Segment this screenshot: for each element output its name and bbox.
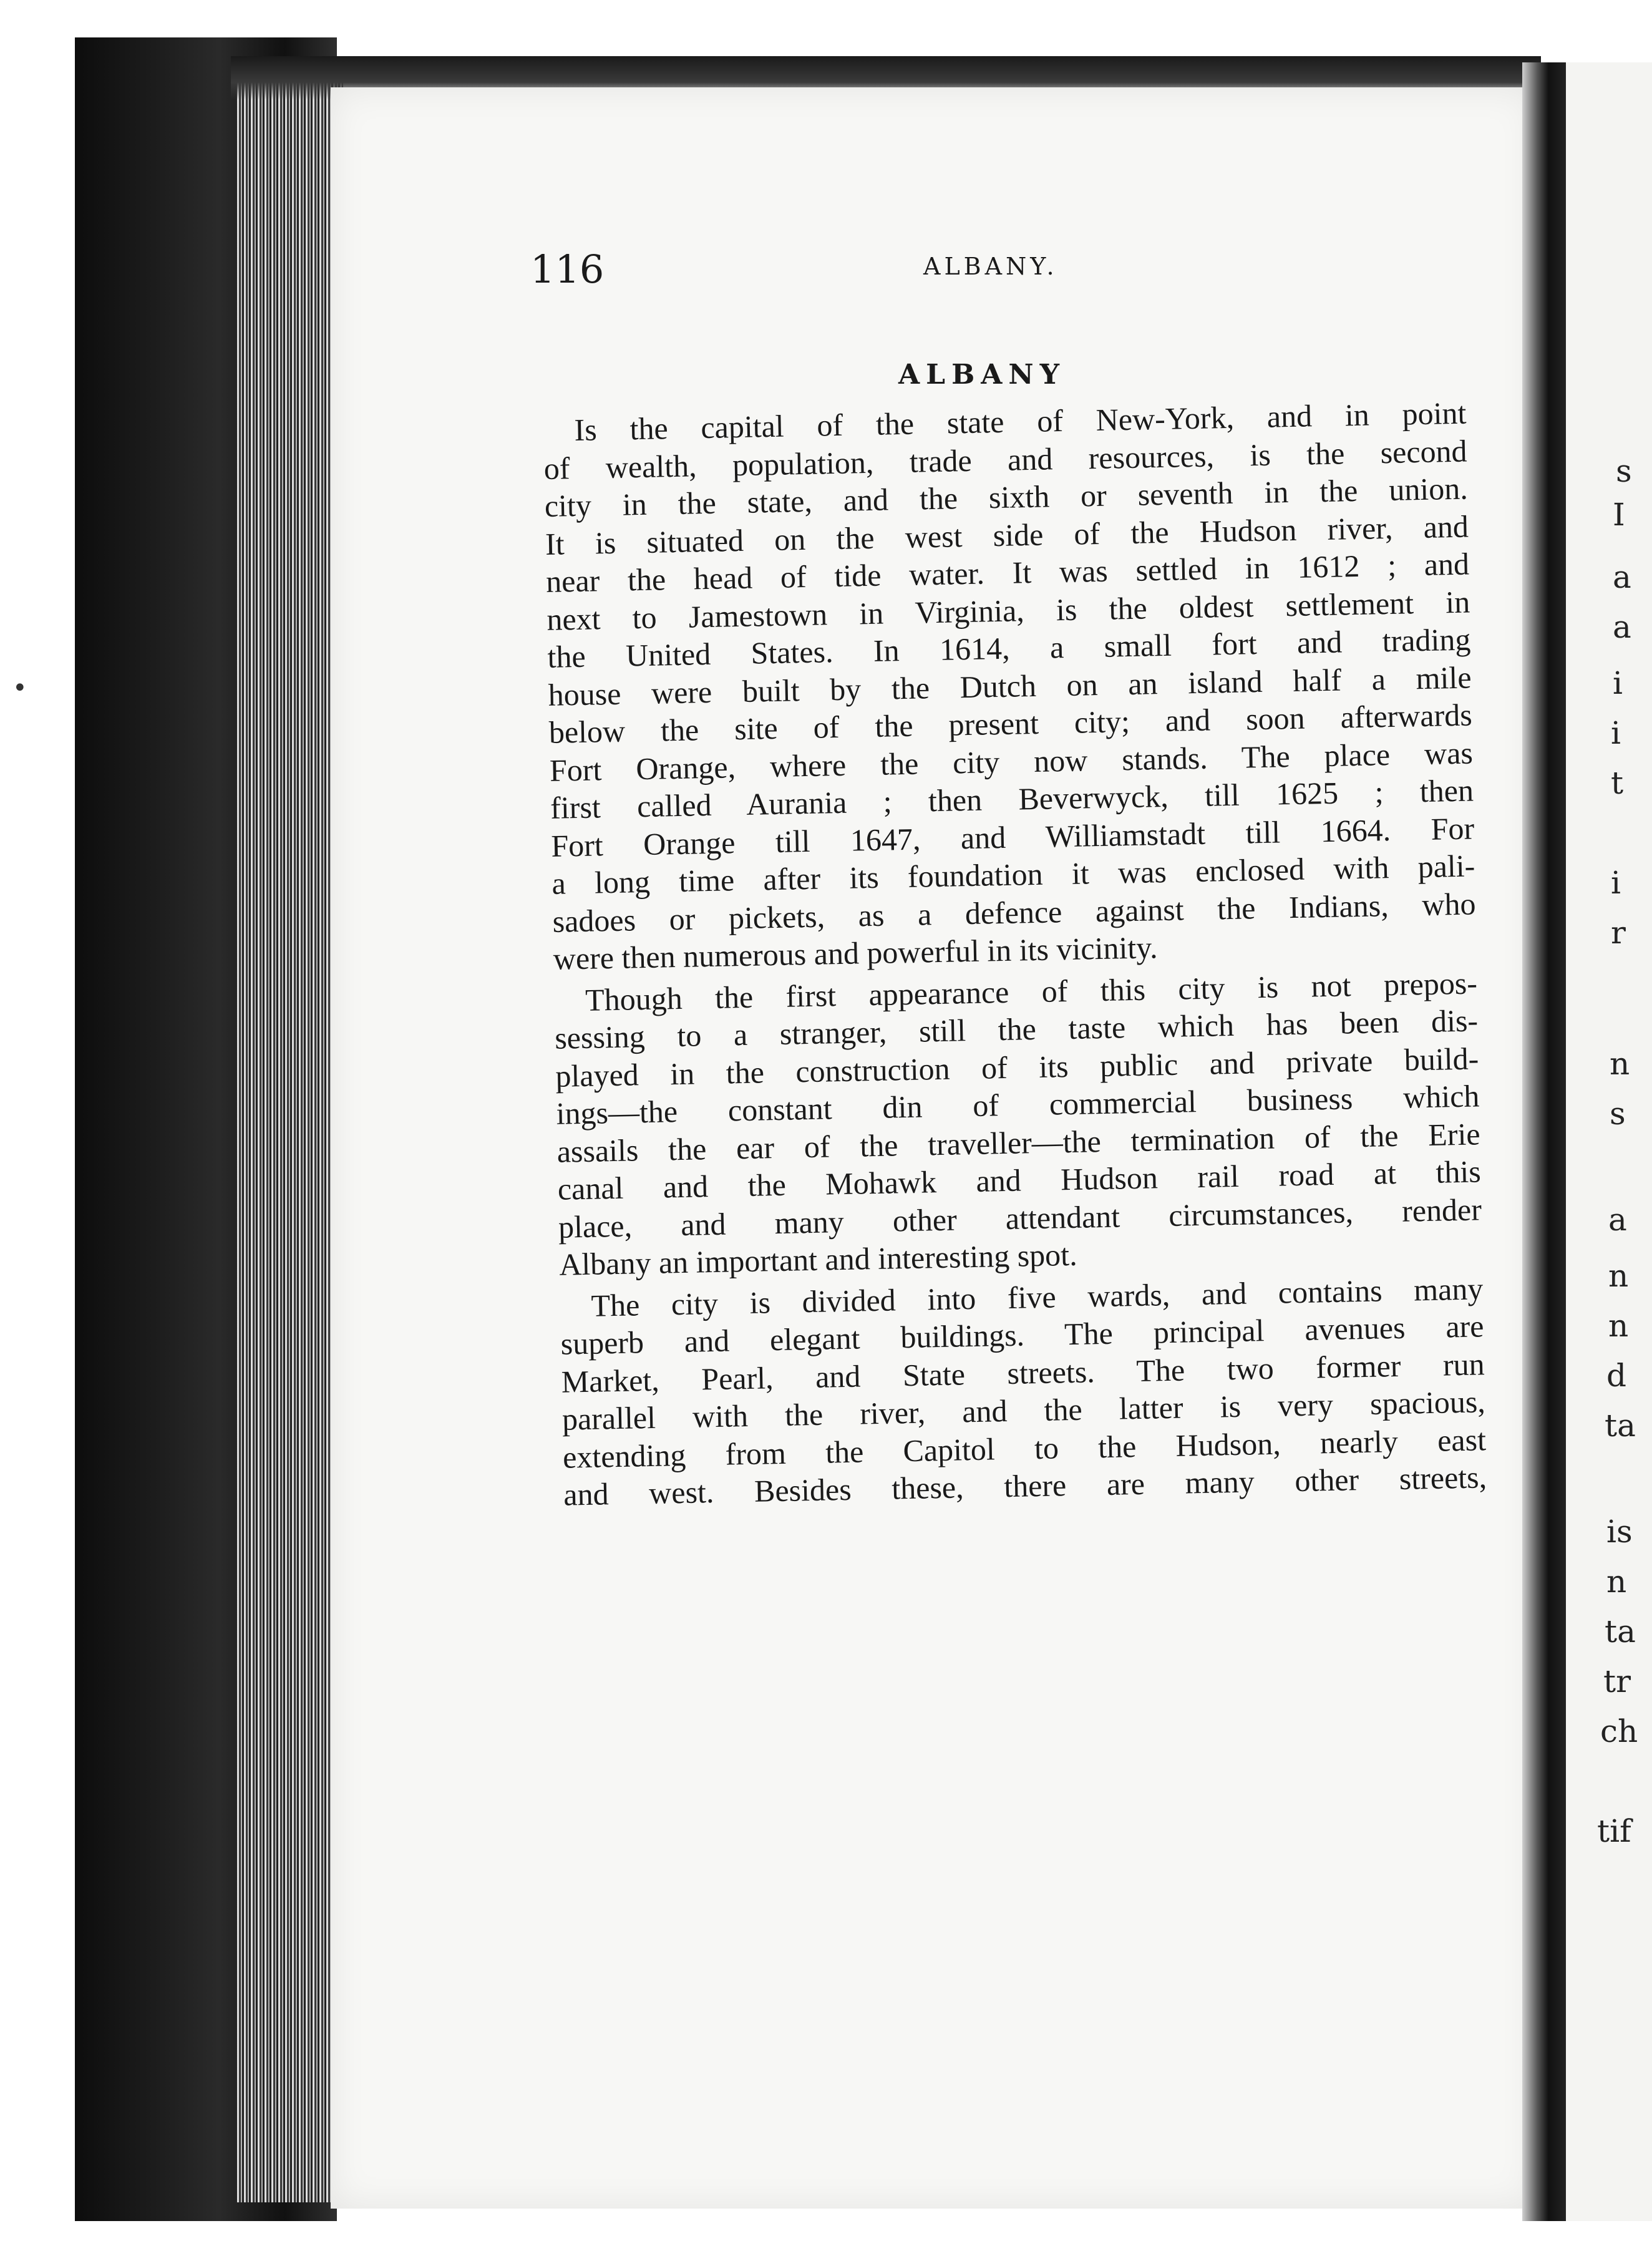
text-line: house were built by the Dutch on an island half a mile [548,659,1472,712]
text-line: superb and elegant buildings. The principal avenues are [560,1308,1484,1361]
facing-page-fragment: tif [1597,1813,1631,1849]
facing-page-fragment: I [1613,497,1625,533]
facing-page-fragment: i [1613,665,1623,701]
text-line: extending from the Capitol to the Hudson, nearly east [562,1421,1487,1475]
facing-page-fragment: r [1611,915,1626,951]
facing-page-fragment: ch [1600,1713,1638,1749]
text-line: Is the capital of the state of New-York, and in point [574,395,1467,448]
text-line: It is situated on the west side of the Hudson river, and [545,508,1469,562]
text-line: Though the first appearance of this city is not prepos- [585,965,1478,1018]
text-line: first called Aurania ; then Beverwyck, till 1625 ; then [550,772,1474,825]
text-line: sadoes or pickets, as a defence against the Indians, who [552,885,1476,939]
paragraph [554,964,1483,1283]
text-line: canal and the Mohawk and Hudson rail road at this [557,1154,1482,1207]
text-line: Market, Pearl, and State streets. The two former run [561,1346,1485,1399]
text-line: parallel with the river, and the latter is very spacious, [561,1384,1486,1437]
text-line: played in the construction of its public and private build- [555,1040,1479,1094]
text-line: The city is divided into five wards, and contains many [590,1270,1484,1323]
text-line: sessing to a stranger, still the taste which has been dis- [554,1003,1479,1056]
text-line: were then numerous and powerful in its vicinity. [553,930,1158,976]
page-number: 116 [530,246,605,292]
facing-page-fragment: ta [1605,1408,1636,1444]
text-line: of wealth, population, trade and resources, is the second [543,433,1468,486]
facing-page [1566,62,1652,2221]
paragraph [560,1270,1487,1514]
facing-page-fragment: ta [1605,1613,1636,1650]
body-text [543,394,1487,1514]
facing-page-fragment: n [1610,1046,1630,1082]
text-line: assails the ear of the traveller—the termination of the Erie [556,1116,1481,1169]
book-gutter [1522,62,1566,2221]
text-line: and west. Besides these, there are many other streets, [563,1459,1487,1512]
text-line: city in the state, and the sixth or seventh in the union. [544,470,1469,523]
facing-page-fragment: n [1608,1308,1629,1344]
facing-page-fragment: d [1606,1358,1627,1394]
facing-page-fragment: a [1608,1202,1627,1238]
text-line: next to Jamestown in Virginia, is the oldest settlement in [546,584,1470,637]
text-line: ings—the constant din of commercial business which [556,1078,1480,1131]
facing-page-fragment: a [1613,559,1631,595]
page-fore-edge [237,81,343,2202]
running-title: ALBANY. [923,253,1058,280]
facing-page-fragment: a [1613,609,1631,645]
facing-page-fragment: tr [1603,1663,1631,1699]
facing-page-fragment: s [1610,1096,1626,1132]
text-line: near the head of tide water. It was settled in 1612 ; and [545,546,1470,599]
facing-page-fragment: n [1608,1258,1629,1294]
text-line: a long time after its foundation it was enclosed with pali- [551,848,1475,901]
scan-artifact-mark: • [12,674,27,703]
paragraph [543,394,1477,978]
text-line: below the site of the present city; and soon afterwards [548,697,1473,750]
text-line: Albany an important and interesting spot. [558,1237,1078,1282]
text-line: Fort Orange till 1647, and Williamstadt till 1664. For [550,810,1475,863]
facing-page-fragment: i [1611,865,1621,901]
facing-page-fragment: t [1611,765,1624,801]
text-line: Fort Orange, where the city now stands. The place was [549,734,1474,788]
chapter-title: ALBANY [898,359,1066,391]
facing-page-fragment: s [1616,453,1632,489]
facing-page-fragment: i [1611,715,1621,751]
text-line: place, and many other attendant circumstances, render [558,1191,1482,1245]
facing-page-fragment: is [1606,1514,1633,1550]
text-line: the United States. In 1614, a small fort and trading [547,621,1471,674]
facing-page-fragment: n [1606,1563,1627,1600]
